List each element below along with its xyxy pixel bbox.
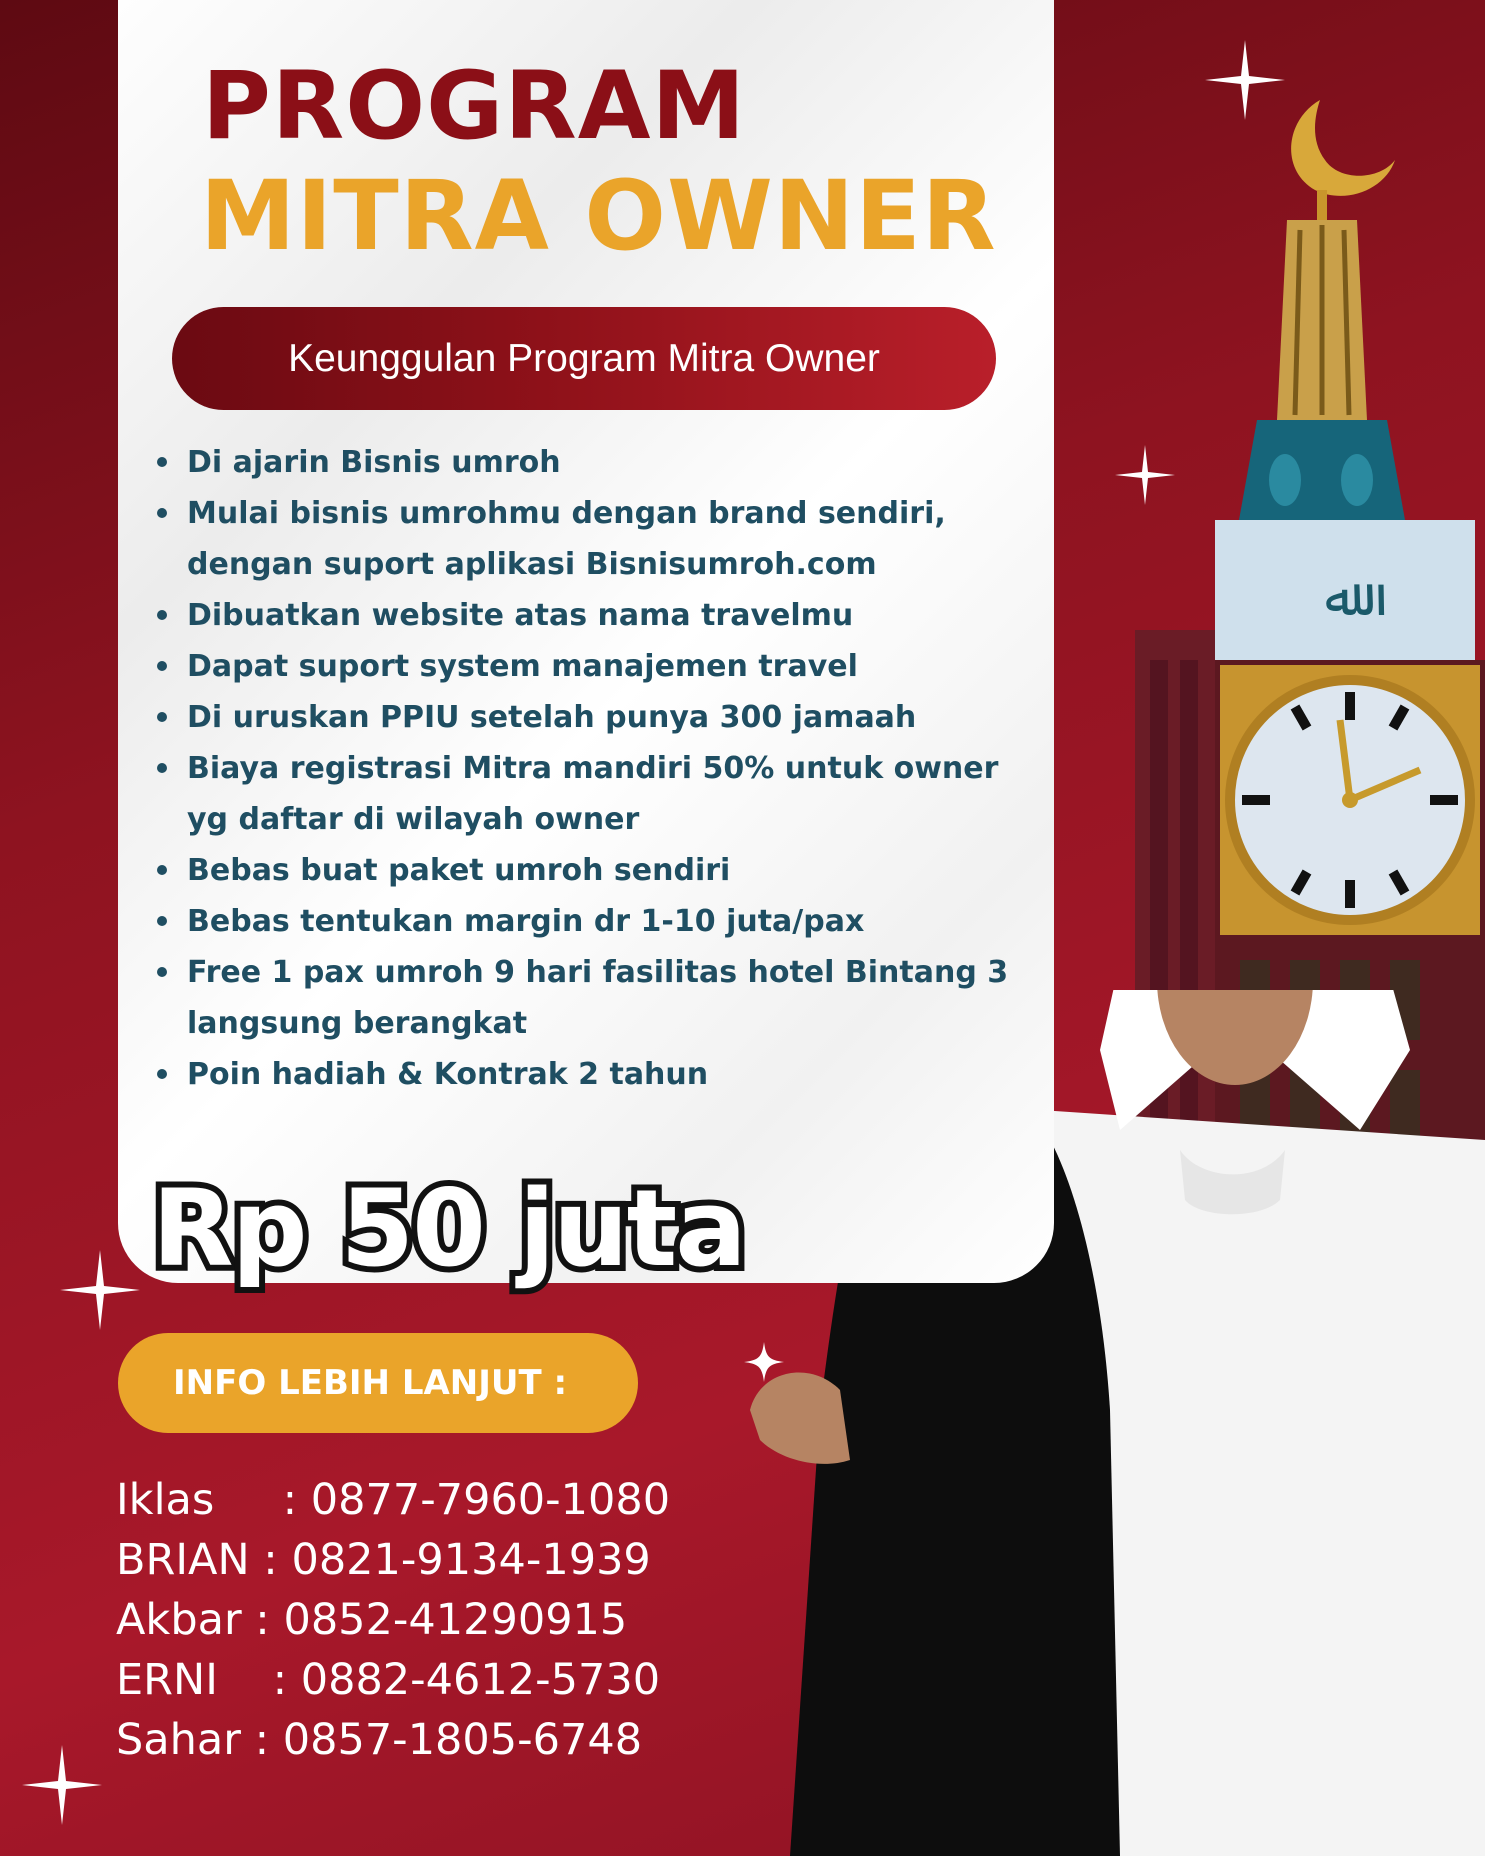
sparkle-icon [60, 1250, 140, 1330]
list-item: Dapat suport system manajemen travel [150, 641, 1010, 692]
list-item: Poin hadiah & Kontrak 2 tahun [150, 1049, 1010, 1100]
contact-item[interactable]: BRIAN : 0821-9134-1939 [116, 1535, 651, 1585]
sparkle-icon [22, 1745, 102, 1825]
list-item: Bebas tentukan margin dr 1-10 juta/pax [150, 896, 1010, 947]
bullet-icon [157, 865, 167, 875]
contact-item[interactable]: ERNI : 0882-4612-5730 [116, 1655, 661, 1705]
list-item: Mulai bisnis umrohmu dengan brand sendiri, dengan suport aplikasi Bisnisumroh.com [150, 488, 1010, 590]
contact-item[interactable]: Sahar : 0857-1805-6748 [116, 1715, 643, 1765]
bullet-icon [157, 916, 167, 926]
bullet-icon [157, 967, 167, 977]
list-item: Free 1 pax umroh 9 hari fasilitas hotel Bintang 3 langsung berangkat [150, 947, 1010, 1049]
info-button[interactable]: INFO LEBIH LANJUT : [118, 1333, 638, 1433]
list-item: Dibuatkan website atas nama travelmu [150, 590, 1010, 641]
bullet-icon [157, 763, 167, 773]
contact-item[interactable]: Iklas : 0877-7960-1080 [116, 1475, 671, 1525]
contact-item[interactable]: Akbar : 0852-41290915 [116, 1595, 628, 1645]
list-item: Biaya registrasi Mitra mandiri 50% untuk owner yg daftar di wilayah owner [150, 743, 1010, 845]
title-line-2: MITRA OWNER [200, 160, 997, 272]
bullet-icon [157, 712, 167, 722]
benefits-list [150, 437, 1010, 1100]
list-item: Di ajarin Bisnis umroh [150, 437, 1010, 488]
bullet-icon [157, 457, 167, 467]
bullet-icon [157, 661, 167, 671]
title-line-1: PROGRAM [202, 52, 747, 161]
bullet-icon [157, 1069, 167, 1079]
list-item: Bebas buat paket umroh sendiri [150, 845, 1010, 896]
benefits-heading: Keunggulan Program Mitra Owner [172, 307, 996, 410]
list-item: Di uruskan PPIU setelah punya 300 jamaah [150, 692, 1010, 743]
bullet-icon [157, 610, 167, 620]
svg-text:ﷲ: ﷲ [1324, 568, 1356, 628]
price-text: Rp 50 juta [152, 1167, 745, 1290]
bullet-icon [157, 508, 167, 518]
contact-list [116, 1470, 670, 1770]
